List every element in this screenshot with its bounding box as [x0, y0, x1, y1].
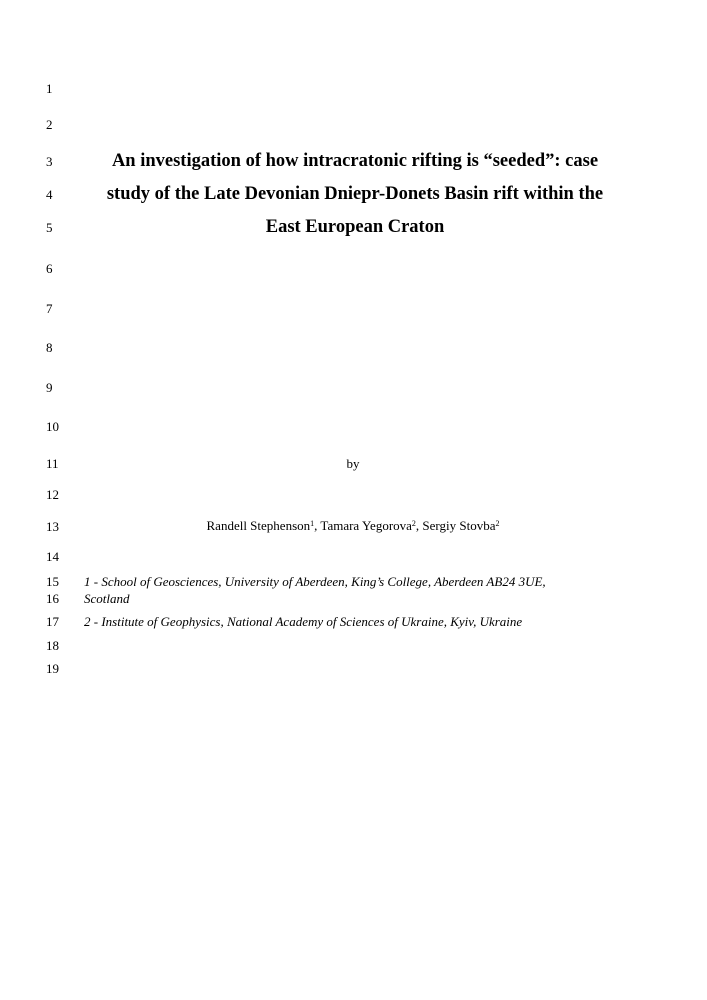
paper-title-line-3: East European Craton — [265, 217, 445, 237]
affiliation-1-line-1: 1 - School of Geosciences, University of Aberdeen, King’s College, Aberdeen AB24 3UE, — [84, 574, 546, 589]
affiliation-2: 2 - Institute of Geophysics, National Academy of Sciences of Ukraine, Kyiv, Ukraine — [84, 614, 523, 629]
line-number: 9 — [46, 380, 53, 395]
author-name: Randell Stephenson — [206, 518, 311, 533]
author-separator: , — [314, 518, 321, 533]
author-list — [60, 518, 646, 534]
line-number: 6 — [46, 261, 53, 276]
author-affiliation-mark: 1 — [310, 519, 315, 528]
author-affiliation-mark: 2 — [495, 519, 500, 528]
by-label: by — [346, 456, 360, 471]
line-number: 2 — [46, 117, 53, 132]
author-name: Sergiy Stovba — [422, 518, 496, 533]
author-affiliation-mark: 2 — [411, 519, 416, 528]
line-number: 5 — [46, 220, 53, 235]
line-number: 13 — [46, 519, 59, 534]
line-number: 8 — [46, 340, 53, 355]
line-number: 7 — [46, 301, 53, 316]
line-number: 10 — [46, 419, 59, 434]
line-number: 17 — [46, 614, 59, 629]
line-number: 16 — [46, 591, 59, 606]
line-number: 14 — [46, 549, 59, 564]
line-number: 11 — [46, 456, 59, 471]
line-number: 4 — [46, 187, 53, 202]
line-number: 18 — [46, 638, 59, 653]
author-name: Tamara Yegorova — [320, 518, 412, 533]
paper-title-line-2: study of the Late Devonian Dniepr-Donets Basin rift within the — [106, 184, 604, 204]
line-number: 3 — [46, 154, 53, 169]
line-number: 12 — [46, 487, 59, 502]
line-number: 15 — [46, 574, 59, 589]
line-number: 1 — [46, 81, 53, 96]
affiliation-1-line-2: Scotland — [84, 591, 130, 606]
author-separator: , — [415, 518, 423, 533]
paper-title-line-1: An investigation of how intracratonic rifting is “seeded”: case — [111, 151, 599, 171]
line-number: 19 — [46, 661, 59, 676]
